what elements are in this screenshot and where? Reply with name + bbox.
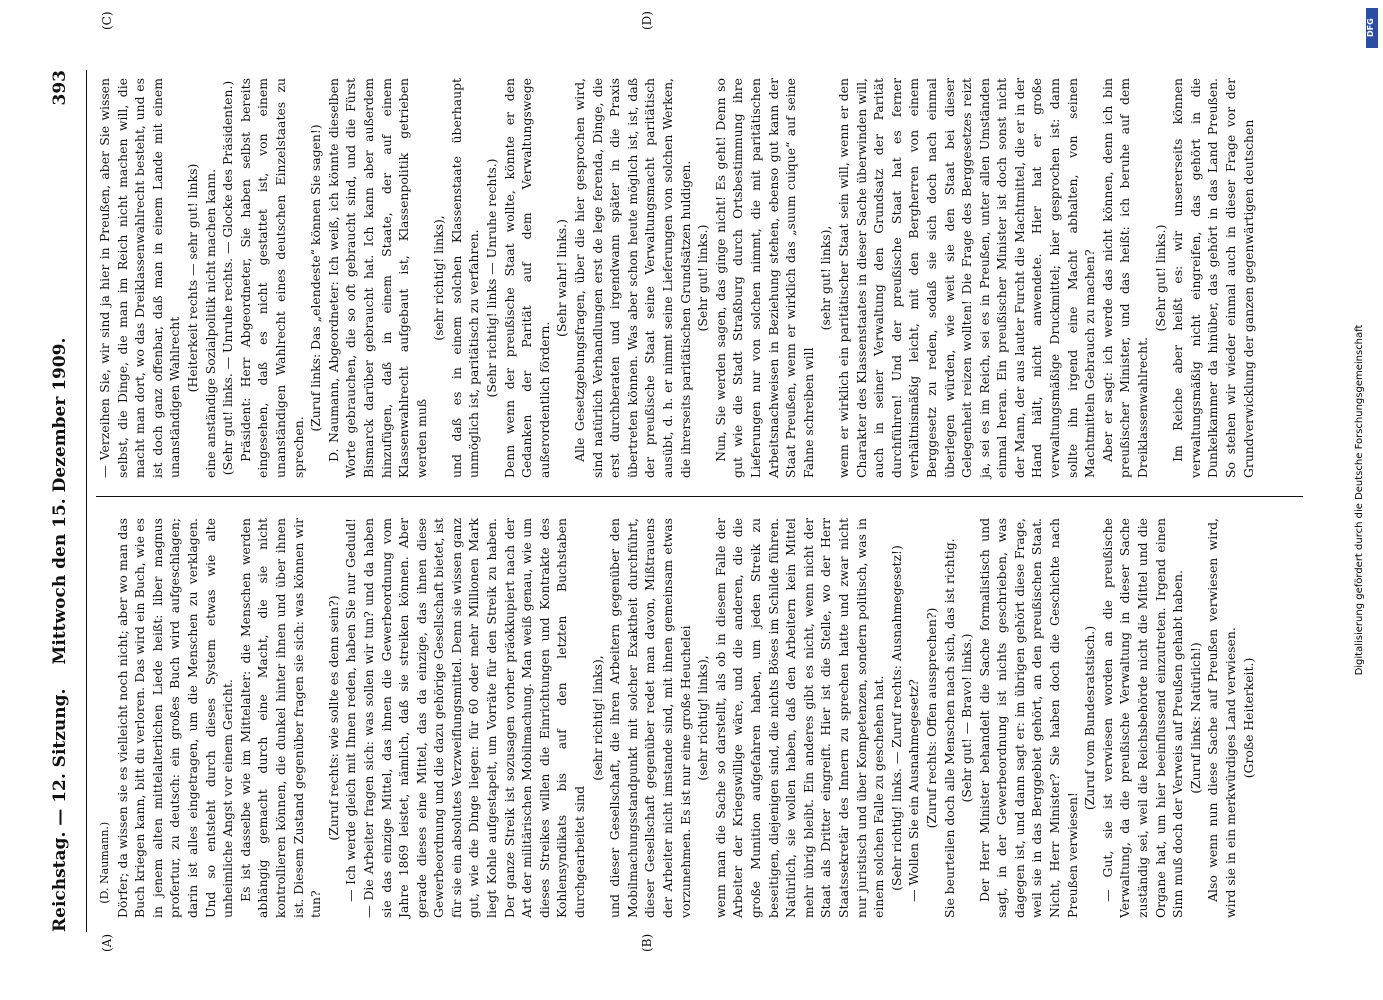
interjection: (Sehr gut! links.) [695, 224, 711, 332]
page-header [36, 70, 76, 932]
interjection: (Zuruf rechts: Offen aussprechen?) [923, 607, 939, 829]
paragraph: — Ich werde gleich mit Ihnen reden, haben Sie nur Geduld! — Die Arbeiter fragen sich: was sollen wir tun? und da haben sie das einzige Mittel, das ihnen die Gewerbeordnung vom Jahre 1869 leistet, nämlich, daß sie streiken können. Aber gerade dieses eine Mittel, das da einzige, das ihnen diese Gewerbeordnung und die dazu gehörige Gesellschaft bietet, ist für sie ein absolutes Verzweiflungsmittel. Denn sie wissen ganz gut, wie die Dinge liegen: für 60 oder mehr Millionen Mark liegt Kohle aufgestapelt, um Vorräte für den Streik zu haben. Der ganze Streik ist sozusagen vorher präokkupiert nach der Art der militärischen Mobilmachung. Man weiß genau, wie um dieses Streikes willen die Einrichtungen und Kontrakte des Kohlensyndikats bis auf den letzten Buchstaben durchgearbeitet sind [343, 518, 588, 918]
interjection: (Zuruf vom Bundesratstisch.) [1082, 625, 1098, 811]
paragraph: Nun, Sie werden sagen, das ginge nicht! Es geht! Denn so gut wie die Stadt Straßburg durch Ortsbestimmung ihre Lieferungen nur von solchen nimmt, die mit paritätischen Arbeitsnachweisen in Beziehung stehen, ebenso gut kann der Staat Preußen, wenn er wirklich das „suum cuique“ auf seine Fahne schreiben will [712, 78, 816, 478]
margin-mark-c: (C) [100, 11, 114, 30]
margin-mark-a: (A) [100, 933, 114, 952]
paragraph: — Verzeihen Sie, wir sind ja hier in Preußen, aber Sie wissen selbst, die Dinge, die man im Reich nicht machen will, die macht man dort, wo das Dreiklassenwahlrecht besteht, und es ist doch ganz offenbar, daß man in einem Lande mit einem unanständigen Wahlrecht [97, 78, 183, 478]
interjection: (Zuruf links: Natürlich!) [1187, 642, 1203, 794]
interjection: (Zuruf links: Das „elendeste“ können Sie sagen!) [308, 124, 324, 432]
interjection: (sehr richtig! links), [695, 655, 711, 781]
interjection: (Sehr gut! links. — Unruhe rechts. — Glocke des Präsidenten.) [220, 80, 236, 476]
interjection: (Zuruf rechts: wie sollte es denn sein?) [325, 595, 341, 841]
paragraph: und daß es in einem solchen Klassenstaate überhaupt unmöglich ist, paritätisch zu verfahren. [448, 78, 482, 478]
paragraph: Präsident: Herr Abgeordneter, Sie haben selbst bereits eingesehen, daß es nicht gestattet ist, von einem unanständigen Wahlrecht eines deutschen Einzelstaates zu sprechen. [237, 78, 306, 478]
paragraph: und dieser Gesellschaft, die ihren Arbeitern gegenüber den Mobilmachungsstandpunkt mit solcher Exaktheit durchführt, dieser Gesellschaft gegenüber redet man davon, Mißtrauens der Arbeiter nicht imstande sind, mit ihnen gemeinsam etwas vorzunehmen. Es ist nur eine große Heuchelei [607, 518, 693, 918]
right-column [96, 78, 1257, 478]
interjection: (sehr richtig! links), [589, 655, 605, 781]
dfg-logo: DFG [1366, 8, 1378, 48]
interjection: (Sehr wahr! links.) [554, 219, 570, 337]
margin-mark-d: (D) [640, 11, 654, 30]
paragraph: wenn man die Sache so darstellt, als ob in diesem Falle der Arbeiter der Kriegswillige wäre, und die anderen, die die große Munition aufgefahren haben, um jeden Streik zu beseitigen, diejenigen sind, die nichts Böses im Schilde führen. Natürlich, sie wollen haben, daß den Arbeitern kein Mittel mehr übrig bleibt. Ein anderes gibt es nicht, wenn nicht der Staat als Dritter eingreift. Hier ist die Stelle, wo der Herr Staatssekretär des Innern zu sprechen hatte und zwar nicht nur juristisch und über Kompetenzen, sondern politisch, was in einem solchen Falle zu geschehen hat. [712, 518, 887, 918]
paragraph: wenn er wirklich ein paritätischer Staat sein will, wenn er den Charakter des Klassenstaates in dieser Sache überwinden will, auch in seiner Verwaltung den Grundsatz der Parität durchführen! Und der preußische Staat hat es ferner verhältnismäßig leicht, mit den Bergherren von einem Berggesetz zu reden, sodaß sie sich doch nach einmal überlegen würden, wie weit sie den Staat bei dieser Gelegenheit reizen wollten! Die Frage des Berggesetzes reizt ja, sei es im Reich, sei es in Preußen, unter allen Umständen einmal heran. Ein preußischer Minister ist doch sonst nicht der Mann, der aus lauter Furcht die Machtmittel, die er in der Hand hält, nicht anwendete. Hier hat er große verwaltungsmäßige Druckmittel; hier gesprochen ist: dann sollte ihn irgend eine Macht abhalten, von seinen Machtmitteln Gebrauch zu machen? [835, 78, 1098, 478]
paragraph: Sie beurteilen doch alle Menschen nach sich, das ist richtig. [941, 538, 957, 918]
paragraph: D. Naumann, Abgeordneter: Ich weiß, ich könnte dieselben Worte gebrauchen, die so oft gebraucht sind, und die Fürst Bismarck darüber gebraucht hat. Ich kann aber außerdem hinzufügen, daß in einem Staate, der auf einem Klassenwahlrecht aufgebaut ist, Klassenpolitik getrieben werden muß [325, 78, 429, 478]
paragraph: Der Herr Minister behandelt die Sache formalistisch und sagt, in der Gewerbeordnung ist nichts geschrieben, was dagegen ist, und dann sagt er: im übrigen gehört diese Frage, weil sie in das Berggebiet gehört, an den preußischen Staat. Nicht, Herr Minister? Sie haben doch die Geschichte nach Preußen verwiesen! [976, 518, 1080, 918]
paragraph: Dörfer; da wissen sie es vielleicht noch nicht; aber wo man das Buch kriegen kann, bitt du verloren. Das wird ein Buch, wie es in jenem alten mittelalterlichen Liede heißt: liber magnus profertur, zu deutsch: ein großes Buch wird aufgeschlagen; darin ist alles eingetragen, um die Menschen zu verklagen. Und so entsteht durch dieses System etwas wie alte unheimliche Angst vor einem Gericht. [114, 518, 236, 918]
paragraph: — Gut, sie ist verwiesen worden an die preußische Verwaltung, da die preußische Verwaltung in dieser Sache zuständig sei, weil die Reichsbehörde nicht die Mittel und die Organe hat, um hier beeinflussend einzutreten. Irgend einen Sinn muß doch der Verweis auf Preußen gehabt haben. [1099, 518, 1186, 918]
column-divider [96, 496, 1303, 497]
paragraph: eine anständige Sozialpolitik nicht machen kann. [202, 168, 218, 478]
paragraph: — Wollen Sie ein Ausnahmegesetz? [906, 679, 922, 902]
interjection: (Heiterkeit rechts — sehr gut! links) [184, 163, 200, 393]
paragraph: Es ist dasselbe wie im Mittelalter: die Menschen werden abhängig gemacht durch eine Macht, die sie nicht kontrollieren können, die dunkel hinter ihnen und über ihnen ist. Diesem Zustand gegenüber fragen sie sich: was können wir tun? [237, 518, 324, 918]
margin-mark-b: (B) [640, 933, 654, 952]
speaker-note: (D. Naumann.) [98, 821, 111, 904]
paragraph: Im Reiche aber heißt es: wir unsererseits können verwaltungsmäßig nicht eingreifen, das gehört in die Dunkelkammer da hinüber, das gehört in das Land Preußen. So stehen wir wieder einmal auch in dieser Frage vor der Grundverwicklung der ganzen gegenwärtigen deutschen [1170, 78, 1256, 478]
header-rule [86, 70, 87, 932]
paragraph: Also wenn nun diese Sache auf Preußen verwiesen wird, wird sie in ein merkwürdiges Land verwiesen. [1205, 518, 1238, 918]
digitization-credit: Digitalisierung gefördert durch die Deutsche Forschungsgemeinschaft [1354, 324, 1365, 676]
interjection: (sehr richtig! links), [431, 215, 447, 341]
interjection: (sehr gut! links), [818, 225, 834, 331]
interjection: (Große Heiterkeit.) [1240, 657, 1256, 779]
paragraph: Denn wenn der preußische Staat wollte, könnte er den Gedanken der Parität auf dem Verwaltungswege außerordentlich fördern. [501, 78, 552, 478]
interjection: (Sehr richtig! links — Unruhe rechts.) [484, 158, 500, 398]
left-column [96, 518, 1257, 918]
paragraph: Alle Gesetzgebungsfragen, über die hier gesprochen wird, sind natürlich Verhandlungen erst de lege ferenda, Dinge, die erst durchberaten und irgendwann später in die Praxis übertreten können. Was aber schon heute möglich ist, ist, daß der preußische Staat seine Verwaltungsmacht paritätisch ausübt, d. h. er nimmt seine Lieferungen von solchen Werken, die ihrerseits paritätischen Grundsätzen huldigen. [572, 78, 693, 478]
header-left: Reichstag. — 12. Sitzung. [50, 688, 70, 932]
interjection: (Sehr richtig! links. — Zuruf rechts: Ausnahmegesetz!) [888, 545, 904, 891]
paragraph: Aber er sagt: ich werde das nicht können, denn ich bin preußischer Minister, und das heißt: ich beruhe auf dem Dreiklassenwahlrecht. [1099, 78, 1151, 478]
page-number: 393 [50, 70, 70, 106]
interjection: (Sehr gut! — Bravo! links.) [959, 633, 975, 803]
header-center: Mittwoch den 15. Dezember 1909. [50, 337, 70, 665]
interjection: (Sehr gut! links.) [1152, 224, 1168, 332]
